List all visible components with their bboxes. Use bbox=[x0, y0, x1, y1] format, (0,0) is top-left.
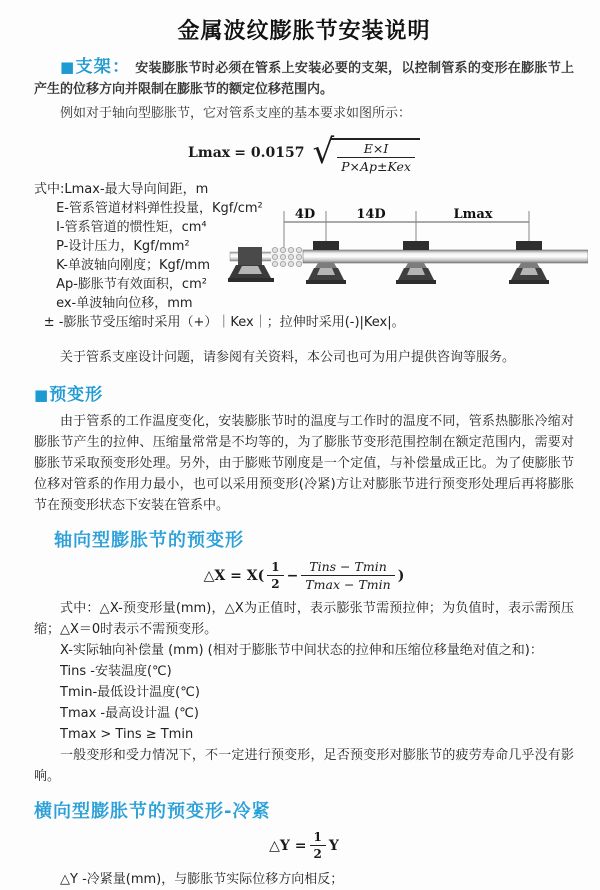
minus-sign: − bbox=[286, 567, 299, 584]
pipe-support-diagram bbox=[228, 204, 588, 300]
half-denominator: 2 bbox=[267, 575, 283, 591]
definition-line: P-设计压力，Kgf/mm² bbox=[56, 239, 190, 254]
diagram-label-14d: 14D bbox=[356, 207, 386, 222]
lateral-definition-line: △Y -冷紧量(mm)，与膨胀节实际位移方向相反； bbox=[60, 872, 344, 887]
definition-line: 式中:Lmax-最大导向间距，m bbox=[34, 182, 209, 197]
axial-line: Tmin-最低设计温度(℃) bbox=[60, 685, 200, 700]
preform-section-heading-row bbox=[34, 380, 574, 405]
close-paren: ) bbox=[397, 567, 405, 584]
lateral-formula-lhs: △Y = bbox=[269, 837, 307, 854]
formula-denominator: P×Ap±Kex bbox=[337, 157, 415, 174]
lmax-formula bbox=[34, 131, 574, 174]
axial-definition-lines bbox=[34, 598, 574, 787]
main-pipe bbox=[303, 250, 588, 263]
axial-line: 一般变形和受力情况下，不一定进行预变形，足否预变形对膨胀节的疲劳寿命几乎没有影响。 bbox=[34, 748, 574, 784]
preform-paragraph: 由于管系的工作温度变化，安装膨胀节时的温度与工作时的温度不同，管系热膨胀冷缩对膨胀节产生的拉伸、压缩量常常是不均等的，为了膨胀节变形范围控制在额定范围内，需要对膨胀节采取预变形处理。另外，由于膨账节刚度是一个定值，与补偿量成正比。为了使膨胀节位移对管系的作用力最小，也可以采用预变形(冷紧)方让对膨胀节进行预变形处理后再将膨胀节在预变形状态下安装在管系中。 bbox=[34, 414, 574, 513]
definition-line: ± -膨胀节受压缩时采用（+）｜Kex｜；拉伸时采用(-)|Kex|。 bbox=[43, 315, 405, 330]
lateral-formula-rhs: Y bbox=[328, 837, 339, 854]
support-intro-text: 安装膨胀节时必须在管系上安装必要的支架，以控制管系的变形在膨胀节上产生的位移方向并限制在膨胀节的额定位移范围内。 bbox=[34, 61, 574, 97]
lateral-half-denominator: 2 bbox=[310, 845, 326, 861]
diagram-label-lmax: Lmax bbox=[453, 207, 493, 222]
axial-line: Tmax > Tins ≥ Tmin bbox=[60, 727, 194, 742]
anchor-block bbox=[238, 247, 262, 265]
formula-equals: = 0.0157 bbox=[234, 144, 305, 161]
definition-line: ex-单波轴向位移，mm bbox=[56, 296, 193, 311]
axial-line: X-实际轴向补偿量 (mm) (相对于膨胀节中间状态的拉伸和压缩位移量绝对值之和)： bbox=[60, 643, 543, 658]
definition-line: Ap-膨胀节有效面积，cm² bbox=[56, 277, 207, 292]
axial-formula-lhs: △X = X( bbox=[203, 567, 265, 584]
lateral-formula bbox=[34, 830, 574, 861]
axial-line: 式中：△X-预变形量(mm)，△X为正值时，表示膨张节需预拉伸；为负值时，表示需预压缩；△X＝0时表示不需预变形。 bbox=[34, 601, 574, 637]
lateral-subsection-heading: 横向型膨胀节的预变形-冷紧 bbox=[34, 801, 271, 822]
support-paragraph bbox=[34, 57, 574, 100]
axial-line: Tmax -最高设计温 (℃) bbox=[60, 706, 199, 721]
formula-numerator: E×I bbox=[363, 141, 389, 156]
temp-frac-numerator: Tins − Tmin bbox=[309, 559, 387, 574]
section-marker-icon: ■ bbox=[60, 58, 75, 76]
definition-line: E-管系管道材料弹性投量，Kgf/cm² bbox=[56, 201, 263, 216]
radical-sign: √ bbox=[312, 132, 335, 172]
bellows-coils bbox=[271, 247, 302, 266]
radical-expression bbox=[312, 131, 420, 174]
section-marker-icon: ■ bbox=[34, 386, 49, 404]
definition-line: K-单波轴向刚度；Kgf/mm bbox=[56, 258, 211, 273]
support-note-line: 关于管系支座设计问题，请参阅有关资料，本公司也可为用户提供咨询等服务。 bbox=[60, 350, 516, 365]
formula-lhs: Lmax bbox=[188, 144, 231, 161]
definitions-region bbox=[34, 180, 574, 346]
axial-line: Tins -安装温度(℃) bbox=[60, 664, 172, 679]
definition-line: I-管系管道的惯性矩，cm⁴ bbox=[56, 220, 207, 235]
temp-frac-denominator: Tmax − Tmin bbox=[301, 575, 394, 592]
diagram-label-4d: 4D bbox=[294, 207, 316, 222]
support-section-heading: 支架： bbox=[75, 57, 131, 77]
page-title: 金属波纹膨胀节安装说明 bbox=[177, 19, 431, 44]
axial-formula bbox=[34, 559, 574, 592]
half-numerator: 1 bbox=[271, 560, 280, 574]
lateral-half-numerator: 1 bbox=[313, 830, 322, 844]
preform-section-heading: 预变形 bbox=[49, 385, 104, 405]
support-example-line: 例如对于轴向型膨胀节，它对管系支座的基本要求如图所示： bbox=[60, 106, 412, 121]
axial-subsection-heading: 轴向型膨胀节的预变形 bbox=[54, 530, 244, 551]
